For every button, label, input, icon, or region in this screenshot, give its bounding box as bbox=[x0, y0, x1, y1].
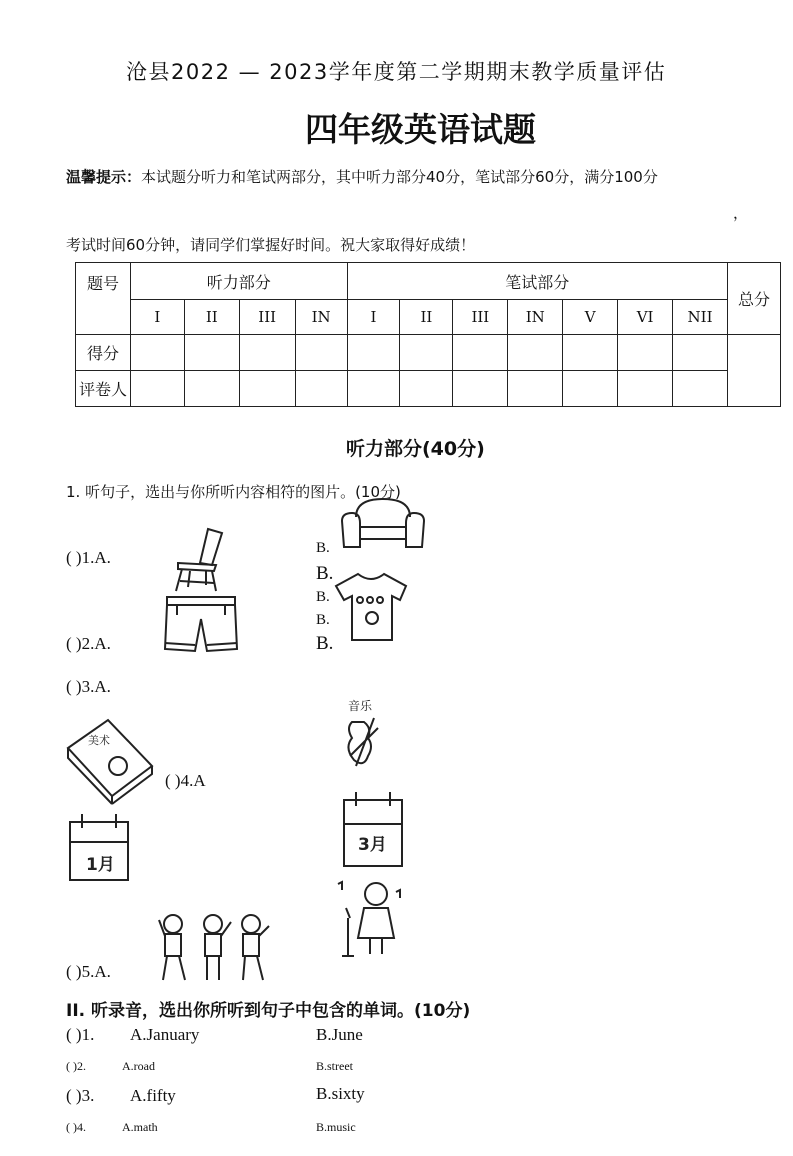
s2-q1-option-a: A.January bbox=[130, 1025, 200, 1044]
total-cell bbox=[727, 335, 780, 407]
writing-header: 笔试部分 bbox=[347, 263, 727, 300]
grader-row-label: 评卷人 bbox=[76, 371, 131, 407]
s2-q1-option-b: B.June bbox=[316, 1025, 363, 1044]
tip-label: 温馨提示： bbox=[66, 168, 142, 186]
art-book-label: 美术 bbox=[88, 734, 110, 747]
art-book-picture bbox=[64, 718, 154, 798]
listening-col: II bbox=[184, 300, 239, 335]
music-picture bbox=[342, 698, 386, 772]
listening-col: I bbox=[130, 300, 184, 335]
score-row-label: 得分 bbox=[76, 335, 131, 371]
listening-col: III bbox=[239, 300, 295, 335]
writing-col: IN bbox=[508, 300, 563, 335]
school-header: 沧县2022 — 2023学年度第二学期期末教学质量评估 bbox=[126, 60, 667, 84]
s2-q3-option-a: A.fifty bbox=[130, 1086, 176, 1105]
tip-line-2: 考试时间60分钟，请同学们掌握好时间。祝大家取得好成绩！ bbox=[66, 236, 476, 254]
question-5: ( )5.A. bbox=[66, 962, 111, 981]
tshirt-picture bbox=[334, 570, 408, 644]
children-picture bbox=[155, 910, 277, 984]
tip-text: 本试题分听力和笔试两部分，其中听力部分40分，笔试部分60分，满分100分 bbox=[141, 168, 658, 186]
chair-picture bbox=[172, 527, 228, 593]
question-2: ( )2.A. bbox=[66, 634, 111, 653]
s2-q4-number: ( )4. bbox=[66, 1120, 86, 1134]
calendar-march-label: 3月 bbox=[358, 835, 387, 855]
s2-q4-option-a: A.math bbox=[122, 1120, 158, 1134]
writing-col: V bbox=[563, 300, 618, 335]
singing-girl-picture bbox=[334, 878, 408, 958]
col-title-cell: 题号 bbox=[76, 263, 131, 335]
s2-q3-option-b: B.sixty bbox=[316, 1084, 365, 1103]
writing-col: VI bbox=[618, 300, 673, 335]
total-header: 总分 bbox=[727, 263, 780, 335]
option-b-1: B. bbox=[316, 540, 330, 556]
s2-q3-number: ( )3. bbox=[66, 1086, 95, 1105]
s2-q2-option-a: A.road bbox=[122, 1059, 155, 1073]
tip-line bbox=[66, 166, 658, 187]
s2-q4-option-b: B.music bbox=[316, 1120, 356, 1134]
listening-col: IN bbox=[295, 300, 347, 335]
s2-q2-option-b: B.street bbox=[316, 1059, 353, 1073]
option-b-5: B. bbox=[316, 633, 334, 654]
tip-comma: ， bbox=[733, 204, 749, 222]
question-1: ( )1.A. bbox=[66, 548, 111, 567]
music-label: 音乐 bbox=[348, 699, 373, 713]
question-3: ( )3.A. bbox=[66, 677, 111, 696]
s2-q2-number: ( )2. bbox=[66, 1059, 86, 1073]
shorts-picture bbox=[163, 593, 239, 655]
q1-instruction: 1. 听句子，选出与你所听内容相符的图片。(10分) bbox=[66, 483, 401, 501]
writing-col: II bbox=[400, 300, 453, 335]
writing-col: NII bbox=[673, 300, 728, 335]
score-table bbox=[75, 262, 781, 407]
s2-q1-number: ( )1. bbox=[66, 1025, 95, 1044]
listening-header: 听力部分 bbox=[130, 263, 347, 300]
option-b-4: B. bbox=[316, 612, 330, 628]
section-2-title: II. 听录音，选出你所听到句子中包含的单词。(10分) bbox=[66, 1001, 471, 1021]
sofa-picture bbox=[338, 495, 428, 553]
option-b-3: B. bbox=[316, 589, 330, 605]
option-b-2: B. bbox=[316, 563, 334, 584]
calendar-january-label: 1月 bbox=[86, 855, 115, 875]
listening-section-title: 听力部分(40分) bbox=[346, 438, 485, 460]
calendar-january-picture bbox=[66, 812, 132, 882]
calendar-march-picture bbox=[340, 790, 406, 868]
exam-title: 四年级英语试题 bbox=[305, 110, 536, 149]
writing-col: III bbox=[453, 300, 508, 335]
writing-col: I bbox=[347, 300, 400, 335]
question-4: ( )4.A bbox=[165, 771, 206, 790]
